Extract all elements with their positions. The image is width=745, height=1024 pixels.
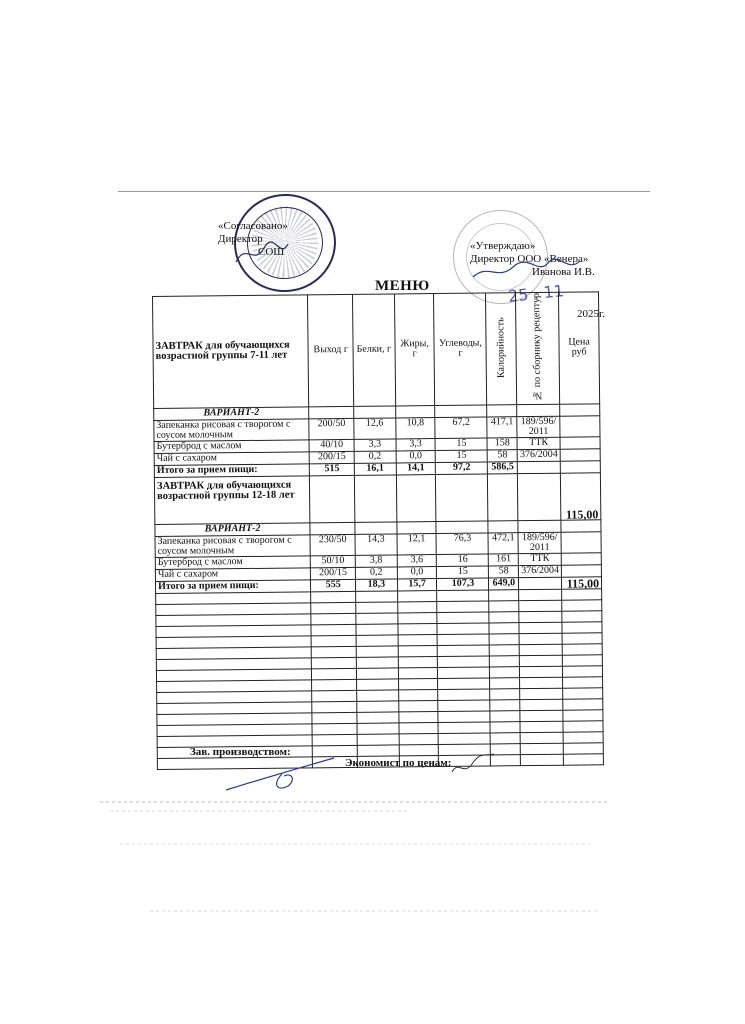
cell-calories: 58 bbox=[489, 565, 519, 577]
dish-name: Чай с сахаром bbox=[154, 452, 309, 466]
variant-label: ВАРИАНТ-2 bbox=[154, 407, 309, 421]
cell-fat: 3,6 bbox=[397, 554, 437, 566]
header-calories: Калорийность bbox=[486, 293, 517, 405]
dish-name: Запеканка рисовая с творогом с соусом молочным bbox=[154, 419, 310, 442]
dish-name: Бутерброд с маслом bbox=[154, 440, 309, 454]
cell-recipe: ТТК bbox=[518, 553, 561, 565]
cell-recipe: 376/2004 bbox=[519, 565, 562, 577]
header-recipe: № по сборнику рецептур bbox=[516, 292, 560, 404]
cell-recipe: 376/2004 bbox=[517, 449, 560, 461]
page-title: МЕНЮ bbox=[375, 278, 430, 294]
cell-fat: 3,3 bbox=[396, 438, 436, 450]
footer-production: Зав. производством: bbox=[190, 746, 291, 758]
total-output: 515 bbox=[310, 463, 355, 475]
director-signature bbox=[468, 255, 588, 285]
footer-economist: Экономист по ценам: bbox=[345, 757, 452, 769]
economist-signature bbox=[448, 750, 498, 780]
total-protein: 16,1 bbox=[354, 463, 396, 475]
cell-fat: 10,8 bbox=[395, 417, 435, 438]
dish-name: Чай с сахаром bbox=[155, 568, 310, 582]
total-protein: 18,3 bbox=[355, 579, 397, 591]
cell-output: 40/10 bbox=[309, 439, 354, 451]
header-output: Выход г bbox=[308, 294, 354, 406]
production-signature bbox=[222, 752, 342, 797]
dish-name: Бутерброд с маслом bbox=[155, 556, 310, 570]
table-header bbox=[153, 292, 600, 408]
school-signature bbox=[232, 238, 292, 268]
cell-protein: 3,3 bbox=[354, 439, 396, 451]
cell-fat: 0,0 bbox=[397, 566, 437, 578]
cell-fat: 0,0 bbox=[396, 450, 436, 462]
scan-noise bbox=[110, 810, 410, 812]
total-calories: 649,0 bbox=[489, 577, 519, 589]
cell-protein: 0,2 bbox=[355, 567, 397, 579]
scan-noise bbox=[150, 910, 600, 912]
approval-left-line3: СОШ bbox=[258, 246, 285, 258]
scan-noise bbox=[120, 843, 590, 845]
cell-protein: 0,2 bbox=[354, 451, 396, 463]
cell-carbs: 76,3 bbox=[436, 533, 488, 555]
header-carbs: Углеводы, г bbox=[434, 293, 487, 405]
approval-right-line3: Иванова И.В. bbox=[532, 266, 595, 278]
cell-calories: 58 bbox=[487, 449, 517, 461]
header-meal: ЗАВТРАК для обучающихся возрастной группы 7-11 лет bbox=[153, 295, 309, 408]
cell-carbs: 15 bbox=[435, 438, 487, 451]
total-carbs: 107,3 bbox=[437, 578, 489, 591]
total-label: Итого за прием пищи: bbox=[154, 464, 309, 478]
cell-calories: 417,1 bbox=[487, 416, 517, 437]
price-value: 115,00 bbox=[562, 577, 602, 589]
handwritten-date: 25 . 11 bbox=[507, 281, 565, 306]
group-title: ЗАВТРАК для обучающихся возрастной группы 12-18 лет bbox=[154, 476, 310, 525]
header-price: Цена руб bbox=[559, 292, 600, 404]
cell-output: 200/50 bbox=[309, 418, 354, 439]
cell-calories: 161 bbox=[489, 553, 519, 565]
variant-label: ВАРИАНТ-2 bbox=[155, 523, 310, 537]
total-fat: 15,7 bbox=[397, 578, 437, 590]
cell-carbs: 67,2 bbox=[435, 417, 487, 439]
cell-recipe: ТТК bbox=[517, 437, 560, 449]
cell-carbs: 16 bbox=[437, 554, 489, 567]
approval-left-line1: «Согласовано» bbox=[218, 220, 288, 232]
menu-table bbox=[152, 291, 604, 769]
cell-protein: 12,6 bbox=[354, 418, 396, 439]
approval-right-line2: Директор ООО «Венера» bbox=[470, 253, 589, 265]
cell-output: 230/50 bbox=[310, 534, 355, 555]
cell-output: 200/15 bbox=[311, 567, 356, 579]
approval-right-line1: «Утверждаю» bbox=[470, 240, 536, 252]
total-calories: 586,5 bbox=[488, 461, 518, 473]
group-title-row bbox=[154, 473, 600, 525]
scan-noise bbox=[100, 801, 610, 803]
total-carbs: 97,2 bbox=[436, 462, 488, 475]
cell-fat: 12,1 bbox=[397, 533, 437, 554]
cell-calories: 158 bbox=[487, 437, 517, 449]
header-protein: Белки, г bbox=[352, 294, 395, 406]
cell-recipe: 189/596/ 2011 bbox=[517, 416, 560, 437]
total-output: 555 bbox=[311, 579, 356, 591]
cell-protein: 3,8 bbox=[355, 555, 397, 567]
cell-carbs: 15 bbox=[436, 450, 488, 463]
scan-top-edge bbox=[118, 191, 650, 192]
dish-name: Запеканка рисовая с творогом с соусом молочным bbox=[155, 535, 311, 558]
approval-left-line2: Директор bbox=[218, 233, 263, 245]
cell-output: 200/15 bbox=[309, 451, 354, 463]
cell-output: 50/10 bbox=[311, 555, 356, 567]
cell-recipe: 189/596/ 2011 bbox=[518, 532, 561, 553]
cell-carbs: 15 bbox=[437, 566, 489, 579]
cell-protein: 14,3 bbox=[355, 534, 397, 555]
price-value: 115,00 bbox=[560, 473, 600, 520]
total-fat: 14,1 bbox=[396, 462, 436, 474]
date-year: 2025г. bbox=[576, 308, 605, 320]
total-label: Итого за прием пищи: bbox=[155, 580, 310, 594]
cell-calories: 472,1 bbox=[488, 532, 518, 553]
header-fat: Жиры, г bbox=[394, 294, 435, 406]
